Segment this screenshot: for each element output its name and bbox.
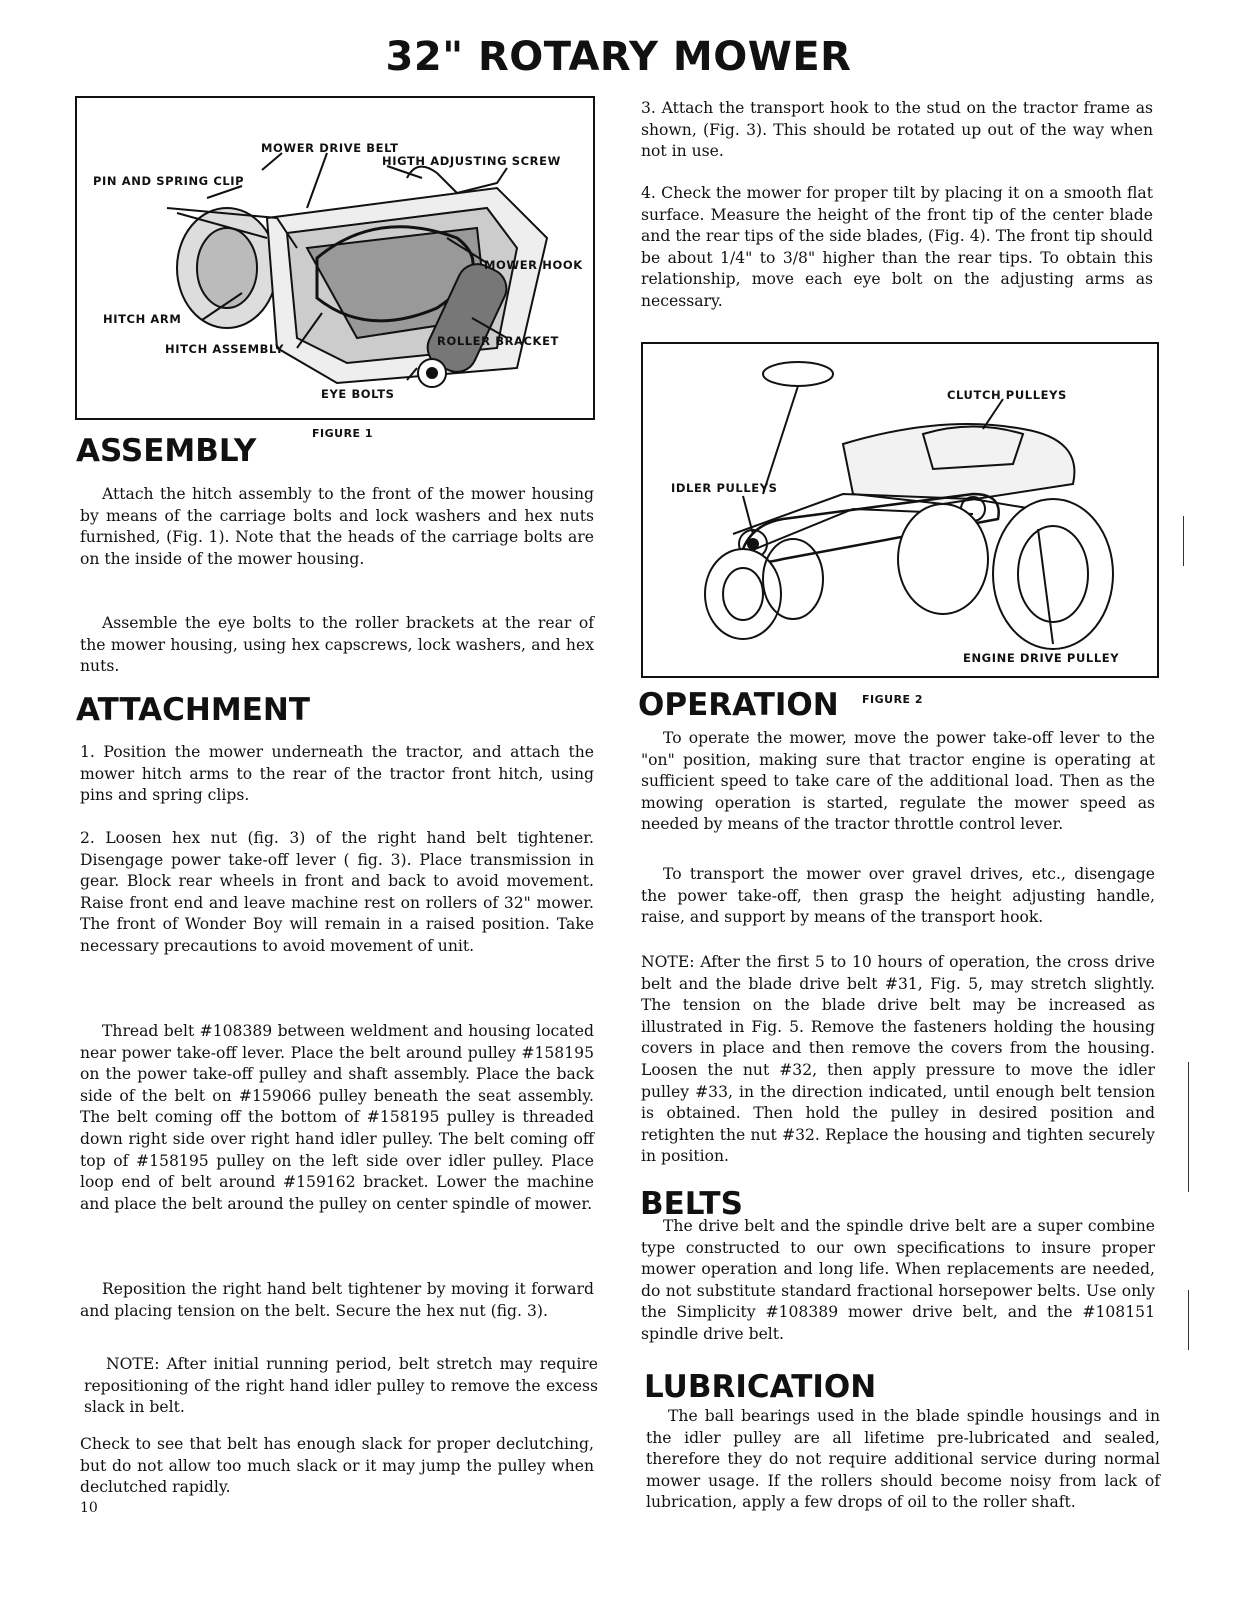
callout-idler-pulleys: IDLER PULLEYS xyxy=(671,481,778,495)
assembly-paragraph-2: Assemble the eye bolts to the roller brackets at the rear of the mower housing, using hex capscrews, lock washers, and hex nuts. xyxy=(80,614,594,676)
page-title: 32" ROTARY MOWER xyxy=(385,34,852,80)
operation-note: NOTE: After the first 5 to 10 hours of operation, the cross drive belt and the blade drive belt #31, Fig. 5, may stretch slightly. The tension on the blade drive belt may be increased as illustrated in Fig. 5. Remove the fasteners holding the housing covers in place and then remove the covers from the housing. Loosen the nut #32, then apply pressure to move the idler pulley #33, in the direction indicated, until enough belt tension is obtained. Then hold the pulley in desired position and retighten the nut #32. Replace the housing and tighten securely in position. xyxy=(641,953,1155,1166)
figure-1-frame xyxy=(75,96,595,420)
operation-heading: OPERATION xyxy=(638,687,839,723)
callout-pin-spring-clip: PIN AND SPRING CLIP xyxy=(93,174,245,188)
tractor-illustration xyxy=(643,344,1157,676)
callout-eye-bolts: EYE BOLTS xyxy=(321,387,395,401)
figure-2-label: FIGURE 2 xyxy=(862,693,924,706)
belts-paragraph: The drive belt and the spindle drive belt are a super combine type constructed to our own specifications to insure proper mower operation and long life. When replacements are needed, do not substitute standard fractional horsepower belts. Use only the Simplicity #108389 mower drive belt, and the #108151 spindle drive belt. xyxy=(641,1217,1155,1343)
belts-heading: BELTS xyxy=(640,1186,743,1222)
mower-illustration xyxy=(77,98,593,418)
margin-mark xyxy=(1188,1062,1189,1192)
callout-roller-bracket: ROLLER BRACKET xyxy=(437,334,559,348)
lubrication-heading: LUBRICATION xyxy=(644,1369,877,1405)
callout-engine-drive-pulley: ENGINE DRIVE PULLEY xyxy=(963,651,1120,665)
attachment-thread-belt: Thread belt #108389 between weldment and housing located near power take-off lever. Place the belt around pulley #158195 on the power take-off pulley and shaft assembly. Place the back side of the belt on #159066 pulley beneath the seat assembly. The belt coming off the bottom of #158195 pulley is threaded down right side over right hand idler pulley. The belt coming off top of #158195 pulley on the left side over idler pulley. Place loop end of belt around #159162 bracket. Lower the machine and place the belt around the pulley on center spindle of mower. xyxy=(80,1022,594,1213)
margin-mark xyxy=(1188,1290,1189,1350)
lubrication-paragraph: The ball bearings used in the blade spindle housings and in the idler pulley are all lifetime pre-lubricated and sealed, therefore they do not require additional service during normal mower usage. If the rollers should become noisy from lack of lubrication, apply a few drops of oil to the roller shaft. xyxy=(646,1407,1160,1512)
attachment-reposition: Reposition the right hand belt tightener by moving it forward and placing tension on the belt. Secure the hex nut (fig. 3). xyxy=(80,1280,594,1320)
callout-clutch-pulleys: CLUTCH PULLEYS xyxy=(947,388,1067,402)
callout-mower-drive-belt: MOWER DRIVE BELT xyxy=(261,141,399,155)
attachment-heading: ATTACHMENT xyxy=(76,692,310,728)
attachment-note: NOTE: After initial running period, belt stretch may require repositioning of the right hand idler pulley to remove the excess slack in belt. xyxy=(84,1355,598,1417)
callout-mower-hook: MOWER HOOK xyxy=(484,258,583,272)
attachment-step-2: 2. Loosen hex nut (fig. 3) of the right hand belt tightener. Disengage power take-off lever ( fig. 3). Place transmission in gear. Block rear wheels in front and back to avoid movement. Raise front end and leave machine rest on rollers of 32" mower. The front of Wonder Boy will remain in a raised position. Take necessary precautions to avoid movement of unit. xyxy=(80,829,594,955)
margin-mark xyxy=(1183,516,1184,566)
figure-2-frame xyxy=(641,342,1159,678)
assembly-heading: ASSEMBLY xyxy=(76,433,257,469)
operation-paragraph-1: To operate the mower, move the power take-off lever to the "on" position, making sure that tractor engine is operating at sufficient speed to take care of the additional load. Then as the mowing operation is started, regulate the mower speed as needed by means of the tractor throttle control lever. xyxy=(641,729,1155,834)
figure-1-label: FIGURE 1 xyxy=(312,427,374,440)
callout-hitch-assembly: HITCH ASSEMBLY xyxy=(165,342,285,356)
page-number: 10 xyxy=(80,1500,98,1516)
step-3-transport-hook: 3. Attach the transport hook to the stud on the tractor frame as shown, (Fig. 3). This should be rotated up out of the way when not in use. xyxy=(641,99,1153,161)
attachment-step-1: 1. Position the mower underneath the tractor, and attach the mower hitch arms to the rear of the tractor front hitch, using pins and spring clips. xyxy=(80,743,594,805)
operation-paragraph-2: To transport the mower over gravel drives, etc., disengage the power take-off, then grasp the height adjusting handle, raise, and support by means of the transport hook. xyxy=(641,865,1155,927)
step-4-tilt-check: 4. Check the mower for proper tilt by placing it on a smooth flat surface. Measure the height of the front tip of the center blade and the rear tips of the side blades, (Fig. 4). The front tip should be about 1/4" to 3/8" higher than the rear tips. To obtain this relationship, move each eye bolt on the adjusting arms as necessary. xyxy=(641,184,1153,310)
attachment-check-slack: Check to see that belt has enough slack for proper declutching, but do not allow too much slack or it may jump the pulley when declutched rapidly. xyxy=(80,1435,594,1497)
callout-hitch-arm: HITCH ARM xyxy=(103,312,182,326)
assembly-paragraph-1: Attach the hitch assembly to the front of the mower housing by means of the carriage bolts and lock washers and hex nuts furnished, (Fig. 1). Note that the heads of the carriage bolts are on the inside of the mower housing. xyxy=(80,485,594,568)
callout-height-screw: HIGTH ADJUSTING SCREW xyxy=(382,154,561,168)
